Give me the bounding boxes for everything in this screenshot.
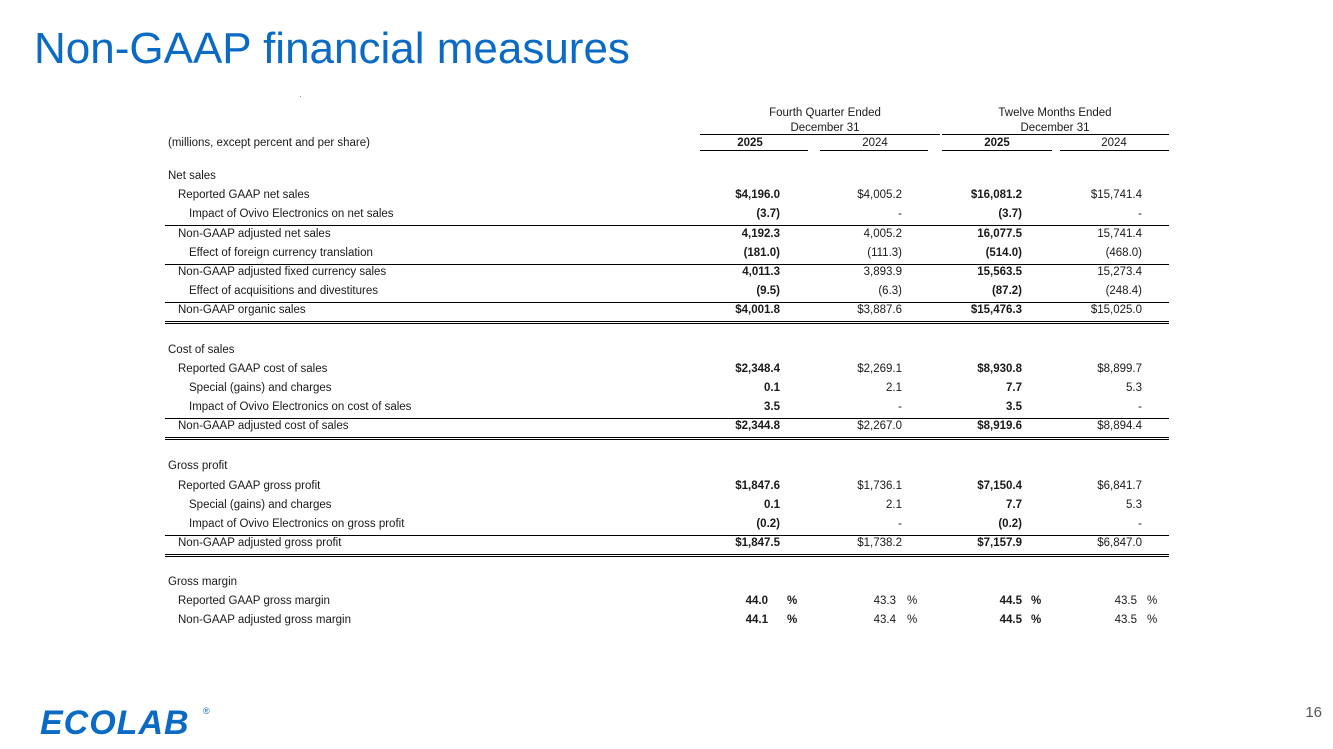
- row-value: -: [898, 401, 902, 413]
- year-t-2025: 2025: [984, 137, 1010, 149]
- percent-sign: %: [1031, 595, 1042, 607]
- percent-sign: %: [1147, 614, 1158, 626]
- row-value: 44.0: [745, 595, 768, 607]
- row-value: -: [1138, 208, 1142, 220]
- section-heading-gross-profit: [0, 458, 1333, 477]
- fourth-quarter-header-line1: Fourth Quarter Ended: [769, 107, 881, 119]
- section-heading-cost-of-sales: [0, 342, 1333, 361]
- row-value: $2,267.0: [857, 420, 902, 432]
- section-heading-label: Cost of sales: [168, 344, 235, 356]
- logo-text: ECOLAB: [40, 704, 190, 738]
- row-value: -: [898, 518, 902, 530]
- section-heading-label: Net sales: [168, 170, 216, 182]
- percent-sign: %: [787, 614, 798, 626]
- ecolab-logo: [40, 704, 215, 738]
- row-value: $15,476.3: [970, 304, 1022, 316]
- row-label: Non-GAAP adjusted gross margin: [178, 614, 352, 626]
- fourth-quarter-header-line2: December 31: [790, 122, 860, 134]
- row-value: 43.5: [1114, 614, 1137, 626]
- percent-sign: %: [907, 614, 918, 626]
- row-value: 43.4: [873, 614, 896, 626]
- table-row: [0, 380, 1333, 399]
- row-value: $8,930.8: [977, 363, 1022, 375]
- row-value: $8,894.4: [1097, 420, 1142, 432]
- fourth-quarter-header: [705, 106, 945, 136]
- total-double-rule: [165, 437, 1169, 440]
- row-value: 15,563.5: [977, 266, 1022, 278]
- table-row: [0, 535, 1333, 554]
- section-heading-label: Gross margin: [168, 576, 238, 588]
- table-row: [0, 245, 1333, 264]
- row-label: Effect of foreign currency translation: [189, 247, 373, 259]
- row-value: $3,887.6: [857, 304, 902, 316]
- row-label: Non-GAAP adjusted net sales: [178, 228, 331, 240]
- row-value: 7.7: [1006, 499, 1022, 511]
- row-label: Impact of Ovivo Electronics on cost of sales: [189, 401, 412, 413]
- row-value: 5.3: [1126, 499, 1142, 511]
- row-value: 44.5: [999, 595, 1022, 607]
- row-value: 43.3: [873, 595, 896, 607]
- row-value: $8,899.7: [1097, 363, 1142, 375]
- row-value: 2.1: [886, 499, 902, 511]
- table-row: [0, 302, 1333, 321]
- row-value: 4,192.3: [741, 228, 780, 240]
- row-value: $2,269.1: [857, 363, 902, 375]
- row-label: Impact of Ovivo Electronics on gross profit: [189, 518, 405, 530]
- row-value: $7,157.9: [977, 537, 1022, 549]
- row-value: (468.0): [1105, 247, 1142, 259]
- row-value: -: [898, 208, 902, 220]
- row-value: (9.5): [756, 285, 780, 297]
- percent-sign: %: [1031, 614, 1042, 626]
- row-value: $2,348.4: [735, 363, 780, 375]
- row-value: $15,741.4: [1090, 189, 1142, 201]
- page-number: 16: [1305, 704, 1322, 721]
- twelve-months-header-line1: Twelve Months Ended: [998, 107, 1112, 119]
- row-label: Reported GAAP cost of sales: [178, 363, 328, 375]
- total-double-rule: [165, 554, 1169, 557]
- table-row: [0, 516, 1333, 535]
- row-label: Non-GAAP organic sales: [178, 304, 306, 316]
- row-value: 15,273.4: [1097, 266, 1142, 278]
- row-value: (248.4): [1105, 285, 1142, 297]
- row-value: 3,893.9: [863, 266, 902, 278]
- row-value: $1,847.5: [735, 537, 780, 549]
- twelve-header-rule: [942, 134, 1169, 135]
- table-row: [0, 399, 1333, 418]
- table-row: [0, 418, 1333, 437]
- row-label: Special (gains) and charges: [189, 382, 332, 394]
- page-title: Non-GAAP financial measures: [34, 24, 630, 73]
- section-heading-net-sales: [0, 168, 1333, 187]
- twelve-months-header: [935, 106, 1175, 136]
- row-value: (0.2): [998, 518, 1022, 530]
- row-value: (6.3): [878, 285, 902, 297]
- row-label: Non-GAAP adjusted cost of sales: [178, 420, 349, 432]
- row-value: 3.5: [1006, 401, 1022, 413]
- row-label: Effect of acquisitions and divestitures: [189, 285, 379, 297]
- row-value: (514.0): [985, 247, 1022, 259]
- row-value: $7,150.4: [977, 480, 1022, 492]
- row-value: 44.5: [999, 614, 1022, 626]
- row-value: (87.2): [991, 285, 1022, 297]
- row-value: $2,344.8: [735, 420, 780, 432]
- table-row: [0, 226, 1333, 245]
- year-rule-2: [820, 150, 928, 151]
- row-value: $6,847.0: [1097, 537, 1142, 549]
- year-rule-1: [700, 150, 808, 151]
- row-value: $16,081.2: [970, 189, 1022, 201]
- row-value: $6,841.7: [1097, 480, 1142, 492]
- percent-sign: %: [1147, 595, 1158, 607]
- row-value: 4,005.2: [863, 228, 902, 240]
- table-row: [0, 264, 1333, 283]
- year-t-2024: 2024: [1101, 137, 1127, 149]
- row-value: 0.1: [764, 382, 780, 394]
- twelve-months-header-line2: December 31: [1020, 122, 1090, 134]
- year-q-2024: 2024: [862, 137, 888, 149]
- row-value: 4,011.3: [742, 266, 780, 278]
- table-row: [0, 612, 1333, 631]
- table-row: [0, 593, 1333, 612]
- year-rule-4: [1060, 150, 1169, 151]
- stray-mark: [300, 96, 301, 97]
- row-value: (3.7): [756, 208, 780, 220]
- row-label: Non-GAAP adjusted gross profit: [178, 537, 342, 549]
- logo-registered: ®: [203, 706, 210, 716]
- row-value: (111.3): [867, 247, 902, 259]
- table-row: [0, 283, 1333, 302]
- row-value: 3.5: [764, 401, 780, 413]
- row-label: Non-GAAP adjusted fixed currency sales: [178, 266, 387, 278]
- table-row: [0, 206, 1333, 225]
- row-label: Impact of Ovivo Electronics on net sales: [189, 208, 394, 220]
- row-label: Reported GAAP gross profit: [178, 480, 321, 492]
- total-double-rule: [165, 321, 1169, 324]
- row-value: (0.2): [756, 518, 780, 530]
- table-row: [0, 478, 1333, 497]
- row-value: $1,847.6: [735, 480, 780, 492]
- section-heading-label: Gross profit: [168, 460, 228, 472]
- row-value: 7.7: [1006, 382, 1022, 394]
- row-label: Special (gains) and charges: [189, 499, 332, 511]
- row-value: 15,741.4: [1097, 228, 1142, 240]
- year-rule-3: [942, 150, 1052, 151]
- row-label: Reported GAAP net sales: [178, 189, 310, 201]
- row-value: 43.5: [1114, 595, 1137, 607]
- row-value: $4,196.0: [735, 189, 780, 201]
- row-value: $15,025.0: [1090, 304, 1142, 316]
- row-value: -: [1138, 401, 1142, 413]
- row-value: $8,919.6: [977, 420, 1022, 432]
- row-value: 44.1: [745, 614, 768, 626]
- row-value: 16,077.5: [977, 228, 1022, 240]
- row-value: -: [1138, 518, 1142, 530]
- row-value: $1,738.2: [857, 537, 902, 549]
- row-label: Reported GAAP gross margin: [178, 595, 330, 607]
- table-row: [0, 497, 1333, 516]
- unit-label: (millions, except percent and per share): [168, 137, 370, 149]
- row-value: (3.7): [998, 208, 1022, 220]
- year-q-2025: 2025: [737, 137, 763, 149]
- section-heading-gross-margin: [0, 574, 1333, 593]
- percent-sign: %: [907, 595, 918, 607]
- row-value: 2.1: [886, 382, 902, 394]
- row-value: $4,001.8: [735, 304, 780, 316]
- row-value: (181.0): [743, 247, 780, 259]
- table-row: [0, 361, 1333, 380]
- row-value: $1,736.1: [857, 480, 902, 492]
- row-value: 0.1: [764, 499, 780, 511]
- row-value: $4,005.2: [857, 189, 902, 201]
- table-row: [0, 187, 1333, 206]
- quarter-header-rule: [700, 134, 940, 135]
- row-value: 5.3: [1126, 382, 1142, 394]
- percent-sign: %: [787, 595, 798, 607]
